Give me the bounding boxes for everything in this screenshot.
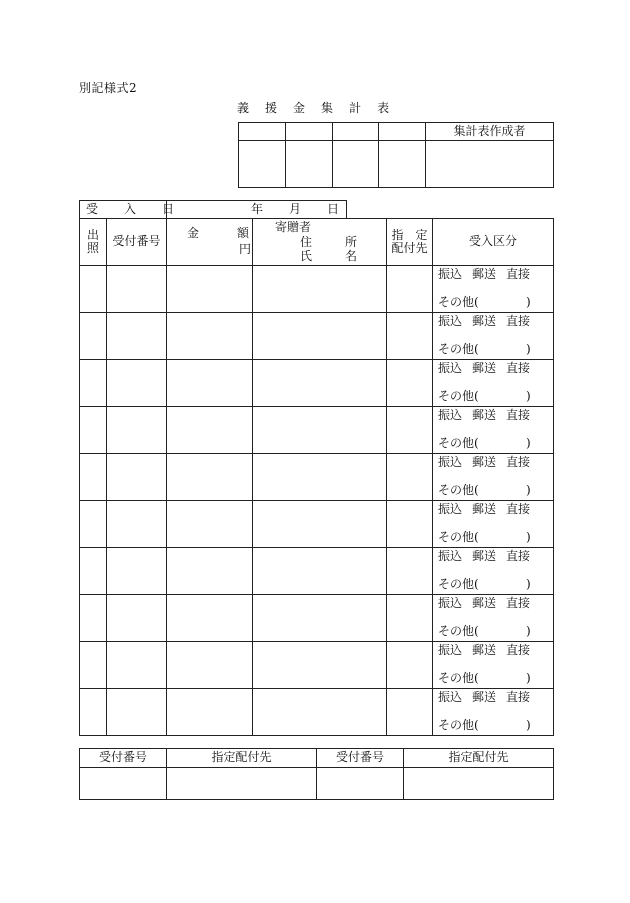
amount-field[interactable]: [167, 360, 253, 407]
amount-field[interactable]: [167, 501, 253, 548]
option-transfer[interactable]: 振込: [438, 267, 463, 281]
amount-field[interactable]: [167, 548, 253, 595]
reference-field[interactable]: [80, 595, 107, 642]
approval-cell: [379, 123, 426, 141]
option-transfer[interactable]: 振込: [438, 643, 463, 657]
option-mail[interactable]: 郵送: [472, 361, 497, 375]
approval-stamp-cell[interactable]: [333, 141, 379, 188]
receipt-number-field[interactable]: [107, 313, 167, 360]
header-reference: 出 照: [80, 219, 107, 266]
option-transfer[interactable]: 振込: [438, 455, 463, 469]
option-other: その他(: [438, 436, 479, 450]
bottom-designated-recipient-field[interactable]: [167, 768, 317, 800]
ledger-row: [80, 595, 554, 642]
option-other: その他(: [438, 624, 479, 638]
option-transfer[interactable]: 振込: [438, 502, 463, 516]
option-other-close: ): [526, 483, 531, 497]
option-mail[interactable]: 郵送: [472, 690, 497, 704]
designated-recipient-field[interactable]: [387, 313, 433, 360]
receipt-type-cell[interactable]: [433, 595, 554, 642]
receipt-type-other[interactable]: [438, 342, 531, 357]
ledger-row: [80, 454, 554, 501]
ledger-row: [80, 689, 554, 736]
option-other-close: ): [526, 342, 531, 356]
option-direct[interactable]: 直接: [506, 314, 531, 328]
option-mail[interactable]: 郵送: [472, 455, 497, 469]
header-designated-recipient: 指 定 配付先: [387, 219, 433, 266]
amount-field[interactable]: [167, 407, 253, 454]
receipt-type-options: [438, 456, 530, 470]
option-direct[interactable]: 直接: [506, 690, 531, 704]
receipt-number-field[interactable]: [107, 642, 167, 689]
receipt-type-other[interactable]: [438, 483, 531, 498]
form-title: [237, 99, 405, 116]
option-transfer[interactable]: 振込: [438, 549, 463, 563]
receipt-type-cell[interactable]: [433, 642, 554, 689]
bottom-receipt-number-field[interactable]: [80, 768, 167, 800]
option-direct[interactable]: 直接: [506, 361, 531, 375]
option-direct[interactable]: 直接: [506, 643, 531, 657]
header-donor: 寄贈者 住 所 氏 名: [253, 219, 387, 266]
donation-ledger-table: [79, 218, 554, 736]
donor-field[interactable]: [253, 689, 387, 736]
option-direct[interactable]: 直接: [506, 267, 531, 281]
option-other: その他(: [438, 577, 479, 591]
option-other: その他(: [438, 342, 479, 356]
receipt-type-options: [438, 597, 530, 611]
option-other-close: ): [526, 389, 531, 403]
donor-field[interactable]: [253, 266, 387, 313]
option-direct[interactable]: 直接: [506, 549, 531, 563]
receipt-type-other[interactable]: [438, 530, 531, 545]
ledger-row: [80, 642, 554, 689]
option-mail[interactable]: 郵送: [472, 549, 497, 563]
maker-table: [238, 122, 554, 188]
title-char: 集: [321, 101, 334, 115]
reference-field[interactable]: [80, 642, 107, 689]
approval-stamp-cell[interactable]: [379, 141, 426, 188]
donor-field[interactable]: [253, 501, 387, 548]
reference-field[interactable]: [80, 501, 107, 548]
header-amount: 金 額 円: [167, 219, 253, 266]
receipt-type-cell[interactable]: [433, 266, 554, 313]
reference-field[interactable]: [80, 548, 107, 595]
designated-recipient-field[interactable]: [387, 360, 433, 407]
receipt-type-other[interactable]: [438, 389, 531, 404]
designated-recipient-field[interactable]: [387, 454, 433, 501]
receipt-type-cell[interactable]: [433, 548, 554, 595]
title-char: 表: [377, 101, 390, 115]
designated-recipient-field[interactable]: [387, 407, 433, 454]
ledger-row: [80, 313, 554, 360]
receive-date-label: 受 入 日: [80, 201, 167, 219]
amount-field[interactable]: [167, 642, 253, 689]
option-other-close: ): [526, 718, 531, 732]
receipt-number-field[interactable]: [107, 689, 167, 736]
approval-cell: [239, 123, 286, 141]
reference-field[interactable]: [80, 313, 107, 360]
receipt-type-other[interactable]: [438, 295, 531, 310]
receipt-number-field[interactable]: [107, 454, 167, 501]
bottom-designated-recipient-field[interactable]: [404, 768, 554, 800]
approval-cell: [333, 123, 379, 141]
receipt-number-field[interactable]: [107, 501, 167, 548]
reference-field[interactable]: [80, 454, 107, 501]
receipt-number-field[interactable]: [107, 548, 167, 595]
donor-field[interactable]: [253, 407, 387, 454]
donor-field[interactable]: [253, 548, 387, 595]
receipt-type-cell[interactable]: [433, 360, 554, 407]
receipt-type-other[interactable]: [438, 436, 531, 451]
designated-recipient-field[interactable]: [387, 501, 433, 548]
option-mail[interactable]: 郵送: [472, 596, 497, 610]
option-other: その他(: [438, 389, 479, 403]
receipt-type-cell[interactable]: [433, 454, 554, 501]
bottom-header-designated-recipient: 指定配付先: [404, 749, 554, 768]
designated-recipient-field[interactable]: [387, 266, 433, 313]
option-other-close: ): [526, 530, 531, 544]
amount-field[interactable]: [167, 689, 253, 736]
maker-label: 集計表作成者: [426, 123, 554, 141]
receipt-number-field[interactable]: [107, 595, 167, 642]
option-mail[interactable]: 郵送: [472, 267, 497, 281]
receipt-type-options: [438, 503, 530, 517]
donor-field[interactable]: [253, 360, 387, 407]
reference-field[interactable]: [80, 689, 107, 736]
donor-field[interactable]: [253, 595, 387, 642]
receipt-number-field[interactable]: [107, 407, 167, 454]
ledger-row: [80, 548, 554, 595]
form-code: 別記様式2: [79, 81, 138, 95]
receipt-type-options: [438, 550, 530, 564]
approval-stamp-cell[interactable]: [286, 141, 333, 188]
ledger-row: [80, 407, 554, 454]
option-other: その他(: [438, 718, 479, 732]
receipt-type-options: [438, 268, 530, 282]
title-char: 計: [349, 101, 362, 115]
receipt-type-cell[interactable]: [433, 313, 554, 360]
option-direct[interactable]: 直接: [506, 502, 531, 516]
option-transfer[interactable]: 振込: [438, 690, 463, 704]
receive-date-field[interactable]: 年 月 日: [167, 201, 347, 219]
option-transfer[interactable]: 振込: [438, 314, 463, 328]
option-direct[interactable]: 直接: [506, 408, 531, 422]
receipt-type-options: [438, 362, 530, 376]
receipt-type-cell[interactable]: [433, 501, 554, 548]
option-other: その他(: [438, 530, 479, 544]
reference-field[interactable]: [80, 266, 107, 313]
amount-field[interactable]: [167, 454, 253, 501]
bottom-header-receipt-number: 受付番号: [80, 749, 167, 768]
receipt-type-other[interactable]: [438, 624, 531, 639]
option-other: その他(: [438, 671, 479, 685]
receipt-type-other[interactable]: [438, 671, 531, 686]
ledger-row: [80, 501, 554, 548]
ledger-row: [80, 266, 554, 313]
title-char: 義: [237, 101, 250, 115]
donor-field[interactable]: [253, 642, 387, 689]
approval-cell: [286, 123, 333, 141]
receipt-type-cell[interactable]: [433, 407, 554, 454]
option-mail[interactable]: 郵送: [472, 408, 497, 422]
header-receipt-number: 受付番号: [107, 219, 167, 266]
receipt-type-other[interactable]: [438, 577, 531, 592]
option-other-close: ): [526, 577, 531, 591]
receipt-type-options: [438, 409, 530, 423]
option-other-close: ): [526, 624, 531, 638]
receipt-number-field[interactable]: [107, 360, 167, 407]
bottom-header-designated-recipient: 指定配付先: [167, 749, 317, 768]
approval-stamp-cell[interactable]: [239, 141, 286, 188]
receipt-type-options: [438, 691, 530, 705]
donor-field[interactable]: [253, 313, 387, 360]
ledger-row: [80, 360, 554, 407]
reference-field[interactable]: [80, 360, 107, 407]
distribution-table: [79, 748, 554, 800]
option-other: その他(: [438, 483, 479, 497]
amount-field[interactable]: [167, 595, 253, 642]
option-transfer[interactable]: 振込: [438, 361, 463, 375]
option-transfer[interactable]: 振込: [438, 596, 463, 610]
amount-field[interactable]: [167, 266, 253, 313]
option-mail[interactable]: 郵送: [472, 502, 497, 516]
maker-stamp-cell[interactable]: [426, 141, 554, 188]
reference-field[interactable]: [80, 407, 107, 454]
amount-field[interactable]: [167, 313, 253, 360]
title-char: 金: [293, 101, 306, 115]
receipt-type-other[interactable]: [438, 718, 531, 733]
receipt-type-options: [438, 315, 530, 329]
receipt-type-options: [438, 644, 530, 658]
option-mail[interactable]: 郵送: [472, 314, 497, 328]
designated-recipient-field[interactable]: [387, 548, 433, 595]
designated-recipient-field[interactable]: [387, 642, 433, 689]
option-other: その他(: [438, 295, 479, 309]
option-other-close: ): [526, 671, 531, 685]
option-mail[interactable]: 郵送: [472, 643, 497, 657]
option-other-close: ): [526, 436, 531, 450]
bottom-receipt-number-field[interactable]: [317, 768, 404, 800]
header-receipt-type: 受入区分: [433, 219, 554, 266]
designated-recipient-field[interactable]: [387, 689, 433, 736]
receipt-number-field[interactable]: [107, 266, 167, 313]
option-direct[interactable]: 直接: [506, 596, 531, 610]
option-transfer[interactable]: 振込: [438, 408, 463, 422]
donor-field[interactable]: [253, 454, 387, 501]
option-other-close: ): [526, 295, 531, 309]
designated-recipient-field[interactable]: [387, 595, 433, 642]
title-char: 援: [265, 101, 278, 115]
receive-date-table: [79, 200, 347, 219]
receipt-type-cell[interactable]: [433, 689, 554, 736]
option-direct[interactable]: 直接: [506, 455, 531, 469]
bottom-header-receipt-number: 受付番号: [317, 749, 404, 768]
